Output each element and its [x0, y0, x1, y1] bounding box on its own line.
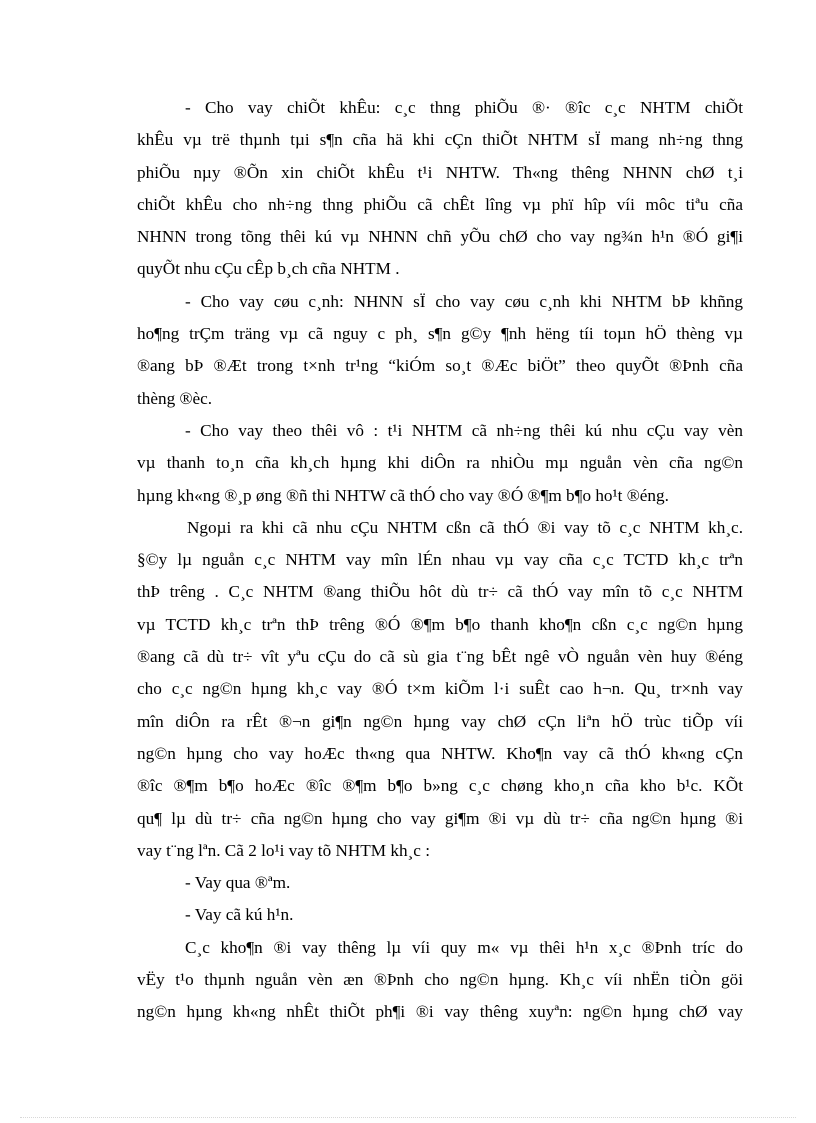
text-line: khÊu vµ trë thµnh tµi s¶n cña hä khi cÇn thiÕt NHTM sÏ mang nh÷ng thng [137, 130, 743, 150]
text-line: NHNN trong tõng thêi kú vµ NHNN chñ yÕu chØ cho vay ng¾n h¹n ®Ó gi¶i [137, 227, 743, 247]
text-line: ®îc ®¶m b¶o hoÆc ®îc ®¶m b¶o b»ng c¸c chøng kho¸n cña kho b¹c. KÕt [137, 776, 743, 796]
page-bottom-divider [20, 1117, 796, 1118]
text-line: thèng ®èc. [137, 388, 213, 408]
text-line: §©y lµ nguån c¸c NHTM vay mîn lÉn nhau vµ vay cña c¸c TCTD kh¸c trªn [137, 550, 743, 570]
text-line: quyÕt nhu cÇu cÊp b¸ch cña NHTM . [137, 259, 400, 279]
text-line: vµ TCTD kh¸c trªn thÞ trêng ®Ó ®¶m b¶o thanh kho¶n cßn c¸c ng©n hµng [137, 614, 743, 634]
text-line: ®ang cã dù tr÷ vît yªu cÇu do cã sù gia t¨ng bÊt ngê vÒ nguån vèn huy ®éng [137, 647, 743, 667]
text-line: - Cho vay cøu c¸nh: NHNN sÏ cho vay cøu c¸nh khi NHTM bÞ khñng [185, 291, 743, 311]
text-line: C¸c kho¶n ®i vay thêng lµ víi quy m« vµ thêi h¹n x¸c ®Þnh tríc do [185, 937, 743, 957]
text-line: - Vay qua ®ªm. [185, 873, 291, 893]
text-line: vµ thanh to¸n cña kh¸ch hµng khi diÔn ra nhiÒu mµ nguån vèn cña ng©n [137, 453, 743, 473]
text-line: vËy t¹o thµnh nguån vèn æn ®Þnh cho ng©n hµng. Kh¸c víi nhËn tiÒn göi [137, 970, 743, 990]
text-line: ng©n hµng cho vay hoÆc th«ng qua NHTW. Kho¶n vay cã thÓ kh«ng cÇn [137, 743, 743, 763]
text-line: vay t¨ng lªn. Cã 2 lo¹i vay tõ NHTM kh¸c : [137, 840, 430, 860]
text-line: hµng kh«ng ®¸p øng ®ñ thi NHTW cã thÓ cho vay ®Ó ®¶m b¶o ho¹t ®éng. [137, 485, 669, 505]
document-body [137, 92, 743, 1029]
text-line: qu¶ lµ dù tr÷ cña ng©n hµng cho vay gi¶m ®i vµ dù tr÷ cña ng©n hµng ®i [137, 808, 743, 828]
text-line: chiÕt khÊu cho nh÷ng thng phiÕu cã chÊt lîng vµ phï hîp víi môc tiªu cña [137, 194, 743, 214]
text-line: ®ang bÞ ®Æt trong t×nh tr¹ng “kiÓm so¸t ®Æc biÖt” theo quyÕt ®Þnh cña [137, 356, 743, 376]
text-line: Ngoµi ra khi cã nhu cÇu NHTM cßn cã thÓ ®i vay tõ c¸c NHTM kh¸c. [187, 517, 743, 537]
text-line: ho¶ng trÇm träng vµ cã nguy c ph¸ s¶n g©y ¶nh hëng tíi toµn hÖ thèng vµ [137, 324, 743, 344]
text-line: cho c¸c ng©n hµng kh¸c vay ®Ó t×m kiÕm l·i suÊt cao h¬n. Qu¸ tr×nh vay [137, 679, 743, 699]
text-line: phiÕu nµy ®Õn xin chiÕt khÊu t¹i NHTW. Th«ng thêng NHNN chØ t¸i [137, 162, 743, 182]
text-line: - Vay cã kú h¹n. [185, 905, 294, 925]
text-line: ng©n hµng kh«ng nhÊt thiÕt ph¶i ®i vay thêng xuyªn: ng©n hµng chØ vay [137, 1002, 743, 1022]
text-line: thÞ trêng . C¸c NHTM ®ang thiÕu hôt dù tr÷ cã thÓ vay mîn tõ c¸c NHTM [137, 582, 743, 602]
text-line: - Cho vay chiÕt khÊu: c¸c thng phiÕu ®· ®îc c¸c NHTM chiÕt [185, 98, 743, 117]
text-line: mîn diÔn ra rÊt ®¬n gi¶n ng©n hµng vay chØ cÇn liªn hÖ trùc tiÕp víi [137, 711, 743, 731]
text-line: - Cho vay theo thêi vô : t¹i NHTM cã nh÷ng thêi kú nhu cÇu vay vèn [185, 420, 743, 440]
